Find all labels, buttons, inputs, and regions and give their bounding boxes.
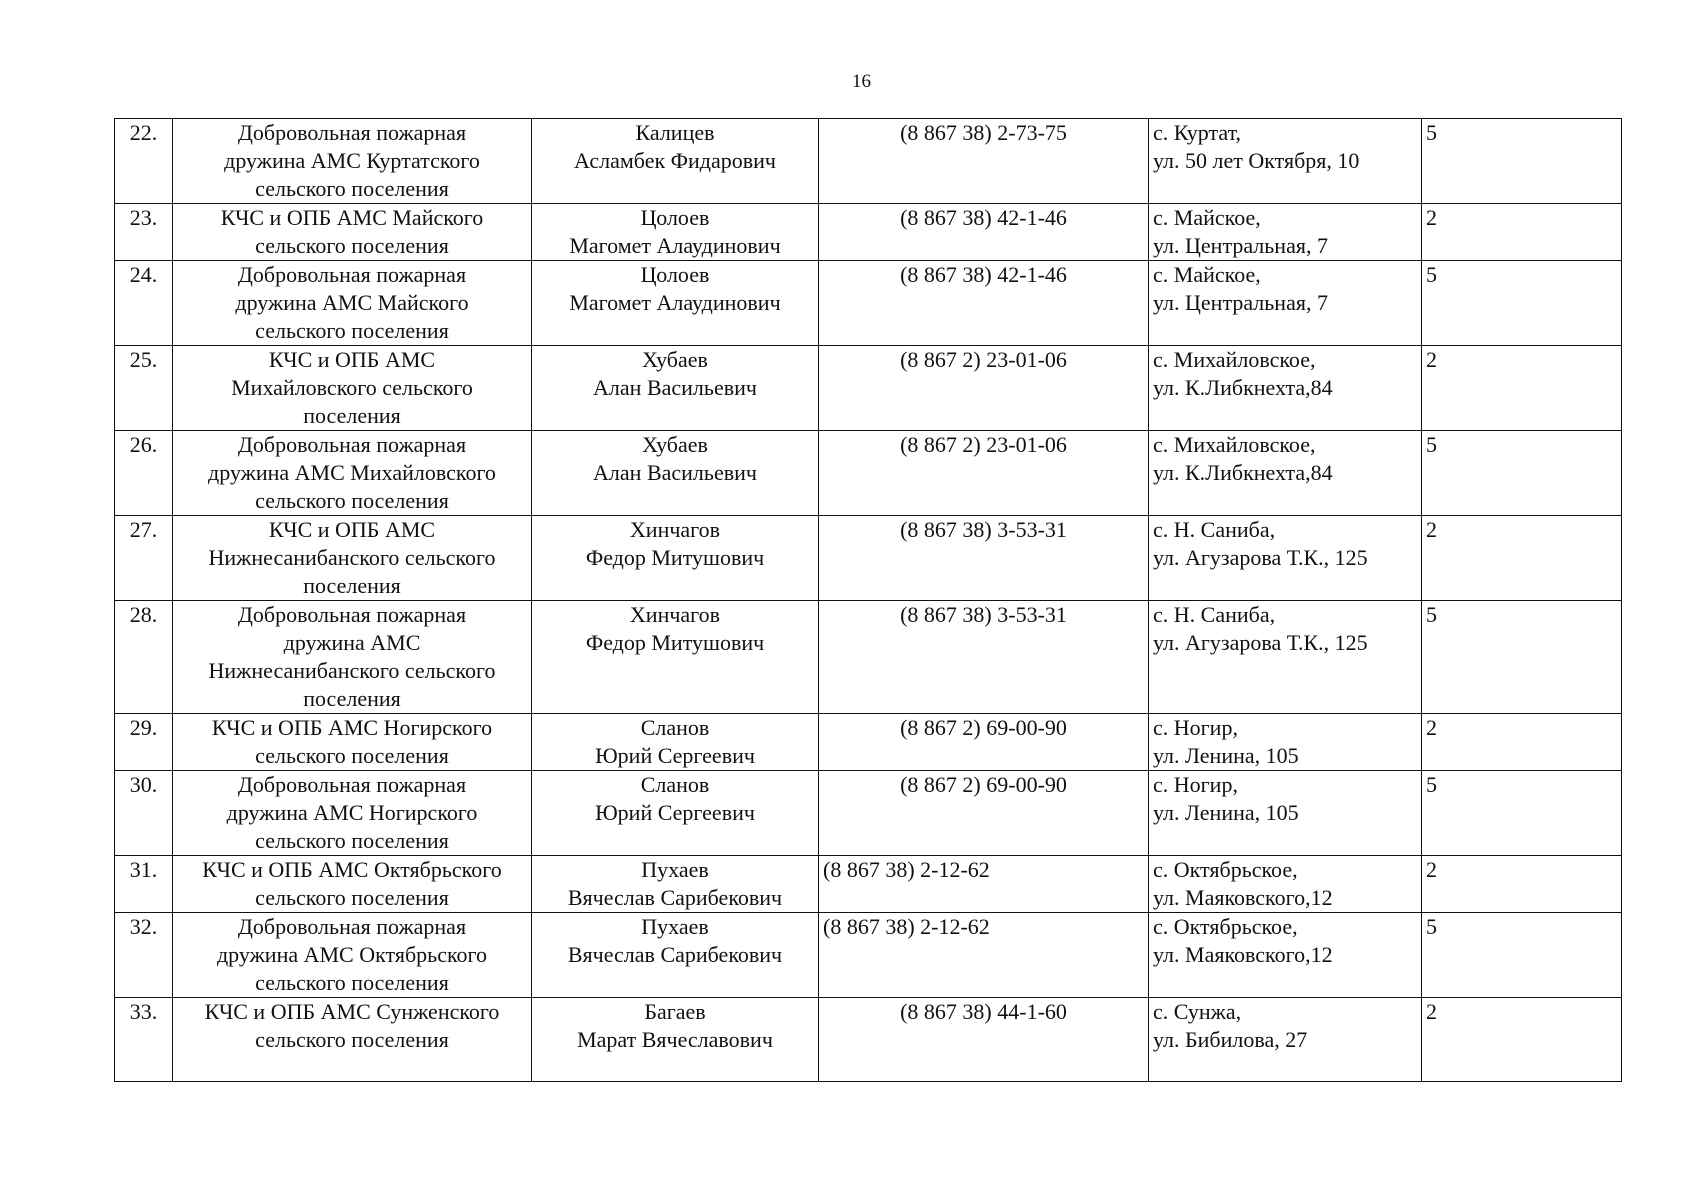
head-name — [532, 204, 819, 261]
address-line: ул. Агузарова Т.К., 125 — [1153, 545, 1368, 570]
head-name-line: Асламбек Фидарович — [574, 148, 776, 173]
address-line: с. Октябрьское, — [1153, 914, 1298, 939]
organization-name — [173, 998, 532, 1082]
personnel-count: 2 — [1422, 856, 1622, 913]
address-line: ул. К.Либкнехта,84 — [1153, 460, 1333, 485]
table-row — [115, 346, 1622, 431]
organization-name — [173, 771, 532, 856]
head-name-line: Сланов — [640, 715, 710, 740]
head-name — [532, 516, 819, 601]
organization-name-line: сельского поселения — [255, 318, 449, 343]
address-line: с. Куртат, — [1153, 120, 1242, 145]
phone-number: (8 867 38) 3-53-31 — [819, 516, 1149, 601]
organization-name — [173, 261, 532, 346]
table-row — [115, 771, 1622, 856]
organization-name-line: сельского поселения — [255, 1027, 449, 1052]
address-line: с. Н. Саниба, — [1153, 602, 1276, 627]
organization-name-line: сельского поселения — [255, 488, 449, 513]
personnel-count: 5 — [1422, 119, 1622, 204]
address-line: ул. 50 лет Октября, 10 — [1153, 148, 1360, 173]
head-name — [532, 913, 819, 998]
row-number: 22. — [115, 119, 173, 204]
table-row — [115, 261, 1622, 346]
row-number: 26. — [115, 431, 173, 516]
organization-name-line: Добровольная пожарная — [237, 262, 467, 287]
address-line: с. Михайловское, — [1153, 432, 1316, 457]
head-name — [532, 261, 819, 346]
personnel-count: 2 — [1422, 346, 1622, 431]
address — [1149, 261, 1422, 346]
organization-name — [173, 346, 532, 431]
address-line: с. Михайловское, — [1153, 347, 1316, 372]
head-name — [532, 431, 819, 516]
head-name-line: Цолоев — [640, 262, 710, 287]
organization-name-line: сельского поселения — [255, 885, 449, 910]
organization-name-line: Нижнесанибанского сельского — [208, 545, 496, 570]
organization-name-line: поселения — [303, 686, 401, 711]
organization-name — [173, 204, 532, 261]
address-line: с. Майское, — [1153, 205, 1261, 230]
row-number: 23. — [115, 204, 173, 261]
table-row — [115, 913, 1622, 998]
organization-name-line: сельского поселения — [255, 828, 449, 853]
head-name-line: Сланов — [640, 772, 710, 797]
address — [1149, 998, 1422, 1082]
address-line: ул. Агузарова Т.К., 125 — [1153, 630, 1368, 655]
organization-name-line: сельского поселения — [255, 176, 449, 201]
address-line: с. Ногир, — [1153, 772, 1238, 797]
organization-name — [173, 431, 532, 516]
address-line: ул. Маяковского,12 — [1153, 942, 1333, 967]
personnel-count: 5 — [1422, 601, 1622, 714]
personnel-count: 5 — [1422, 913, 1622, 998]
row-number: 28. — [115, 601, 173, 714]
head-name-line: Хубаев — [642, 432, 708, 457]
personnel-count: 2 — [1422, 204, 1622, 261]
personnel-count: 2 — [1422, 516, 1622, 601]
row-number: 30. — [115, 771, 173, 856]
head-name-line: Пухаев — [641, 914, 709, 939]
personnel-count: 5 — [1422, 771, 1622, 856]
address-line: с. Майское, — [1153, 262, 1261, 287]
organization-name-line: КЧС и ОПБ АМС — [268, 347, 436, 372]
address-line: с. Октябрьское, — [1153, 857, 1298, 882]
phone-number: (8 867 38) 2-12-62 — [819, 913, 1149, 998]
organization-name — [173, 913, 532, 998]
table-row — [115, 204, 1622, 261]
organization-name-line: дружина АМС — [283, 630, 421, 655]
organization-name-line: сельского поселения — [255, 970, 449, 995]
phone-number: (8 867 2) 23-01-06 — [819, 346, 1149, 431]
table-row — [115, 601, 1622, 714]
table-row — [115, 856, 1622, 913]
address — [1149, 516, 1422, 601]
head-name — [532, 771, 819, 856]
head-name — [532, 601, 819, 714]
organization-name — [173, 714, 532, 771]
head-name-line: Вячеслав Сарибекович — [567, 885, 783, 910]
phone-number: (8 867 38) 44-1-60 — [819, 998, 1149, 1082]
row-number: 31. — [115, 856, 173, 913]
organization-name — [173, 856, 532, 913]
phone-number: (8 867 38) 42-1-46 — [819, 204, 1149, 261]
table-body — [115, 119, 1622, 1082]
head-name-line: Магомет Алаудинович — [569, 290, 781, 315]
address — [1149, 714, 1422, 771]
head-name-line: Федор Митушович — [585, 630, 765, 655]
personnel-count: 5 — [1422, 431, 1622, 516]
organization-name-line: КЧС и ОПБ АМС Октябрьского — [202, 857, 502, 882]
head-name-line: Хинчагов — [629, 602, 721, 627]
address — [1149, 771, 1422, 856]
phone-number: (8 867 38) 42-1-46 — [819, 261, 1149, 346]
head-name-line: Багаев — [644, 999, 706, 1024]
address — [1149, 601, 1422, 714]
organization-name-line: поселения — [303, 573, 401, 598]
organization-name — [173, 516, 532, 601]
head-name-line: Марат Вячеславович — [577, 1027, 773, 1052]
address-line: ул. Маяковского,12 — [1153, 885, 1333, 910]
organization-name-line: дружина АМС Майского — [235, 290, 469, 315]
head-name-line: Магомет Алаудинович — [569, 233, 781, 258]
phone-number: (8 867 2) 69-00-90 — [819, 771, 1149, 856]
organization-name-line: Добровольная пожарная — [237, 602, 467, 627]
head-name-line: Юрий Сергеевич — [595, 743, 755, 768]
organization-name-line: Нижнесанибанского сельского — [208, 658, 496, 683]
address-line: ул. Ленина, 105 — [1153, 743, 1299, 768]
head-name-line: Пухаев — [641, 857, 709, 882]
address — [1149, 346, 1422, 431]
row-number: 27. — [115, 516, 173, 601]
address-line: ул. Центральная, 7 — [1153, 233, 1328, 258]
head-name-line: Цолоев — [640, 205, 710, 230]
address — [1149, 856, 1422, 913]
address-line: с. Сунжа, — [1153, 999, 1242, 1024]
address-line: ул. К.Либкнехта,84 — [1153, 375, 1333, 400]
personnel-count: 2 — [1422, 714, 1622, 771]
personnel-count: 5 — [1422, 261, 1622, 346]
phone-number: (8 867 38) 2-12-62 — [819, 856, 1149, 913]
organization-name-line: дружина АМС Октябрьского — [216, 942, 487, 967]
row-number: 32. — [115, 913, 173, 998]
organization-name-line: поселения — [303, 403, 401, 428]
personnel-count: 2 — [1422, 998, 1622, 1082]
head-name-line: Вячеслав Сарибекович — [567, 942, 783, 967]
table-row — [115, 714, 1622, 771]
head-name-line: Хубаев — [642, 347, 708, 372]
table-row — [115, 431, 1622, 516]
organization-name-line: Добровольная пожарная — [237, 120, 467, 145]
head-name-line: Федор Митушович — [585, 545, 765, 570]
head-name — [532, 119, 819, 204]
organization-name-line: сельского поселения — [255, 743, 449, 768]
page-number: 16 — [852, 71, 871, 92]
phone-number: (8 867 38) 2-73-75 — [819, 119, 1149, 204]
organization-name-line: дружина АМС Ногирского — [226, 800, 478, 825]
organization-name — [173, 119, 532, 204]
head-name-line: Юрий Сергеевич — [595, 800, 755, 825]
head-name — [532, 856, 819, 913]
table-row — [115, 998, 1622, 1082]
row-number: 24. — [115, 261, 173, 346]
organization-name-line: Михайловского сельского — [231, 375, 473, 400]
head-name — [532, 998, 819, 1082]
address — [1149, 913, 1422, 998]
organization-name — [173, 601, 532, 714]
table-row — [115, 516, 1622, 601]
head-name — [532, 714, 819, 771]
organization-name-line: сельского поселения — [255, 233, 449, 258]
organization-name-line: дружина АМС Михайловского — [208, 460, 496, 485]
table-row — [115, 119, 1622, 204]
address — [1149, 204, 1422, 261]
address-line: ул. Ленина, 105 — [1153, 800, 1299, 825]
organization-name-line: Добровольная пожарная — [237, 432, 467, 457]
phone-number: (8 867 38) 3-53-31 — [819, 601, 1149, 714]
head-name-line: Алан Васильевич — [593, 375, 757, 400]
organization-name-line: дружина АМС Куртатского — [224, 148, 480, 173]
address-line: с. Н. Саниба, — [1153, 517, 1276, 542]
address-line: ул. Центральная, 7 — [1153, 290, 1328, 315]
organization-name-line: Добровольная пожарная — [237, 914, 467, 939]
phone-number: (8 867 2) 23-01-06 — [819, 431, 1149, 516]
organization-name-line: Добровольная пожарная — [237, 772, 467, 797]
row-number: 25. — [115, 346, 173, 431]
organization-name-line: КЧС и ОПБ АМС — [268, 517, 436, 542]
contacts-table — [114, 118, 1622, 1082]
organization-name-line: КЧС и ОПБ АМС Сунженского — [204, 999, 500, 1024]
row-number: 29. — [115, 714, 173, 771]
head-name-line: Алан Васильевич — [593, 460, 757, 485]
head-name — [532, 346, 819, 431]
address — [1149, 119, 1422, 204]
address — [1149, 431, 1422, 516]
organization-name-line: КЧС и ОПБ АМС Майского — [220, 205, 484, 230]
row-number: 33. — [115, 998, 173, 1082]
head-name-line: Калицев — [635, 120, 715, 145]
phone-number: (8 867 2) 69-00-90 — [819, 714, 1149, 771]
address-line: ул. Бибилова, 27 — [1153, 1027, 1308, 1052]
address-line: с. Ногир, — [1153, 715, 1238, 740]
organization-name-line: КЧС и ОПБ АМС Ногирского — [211, 715, 493, 740]
head-name-line: Хинчагов — [629, 517, 721, 542]
